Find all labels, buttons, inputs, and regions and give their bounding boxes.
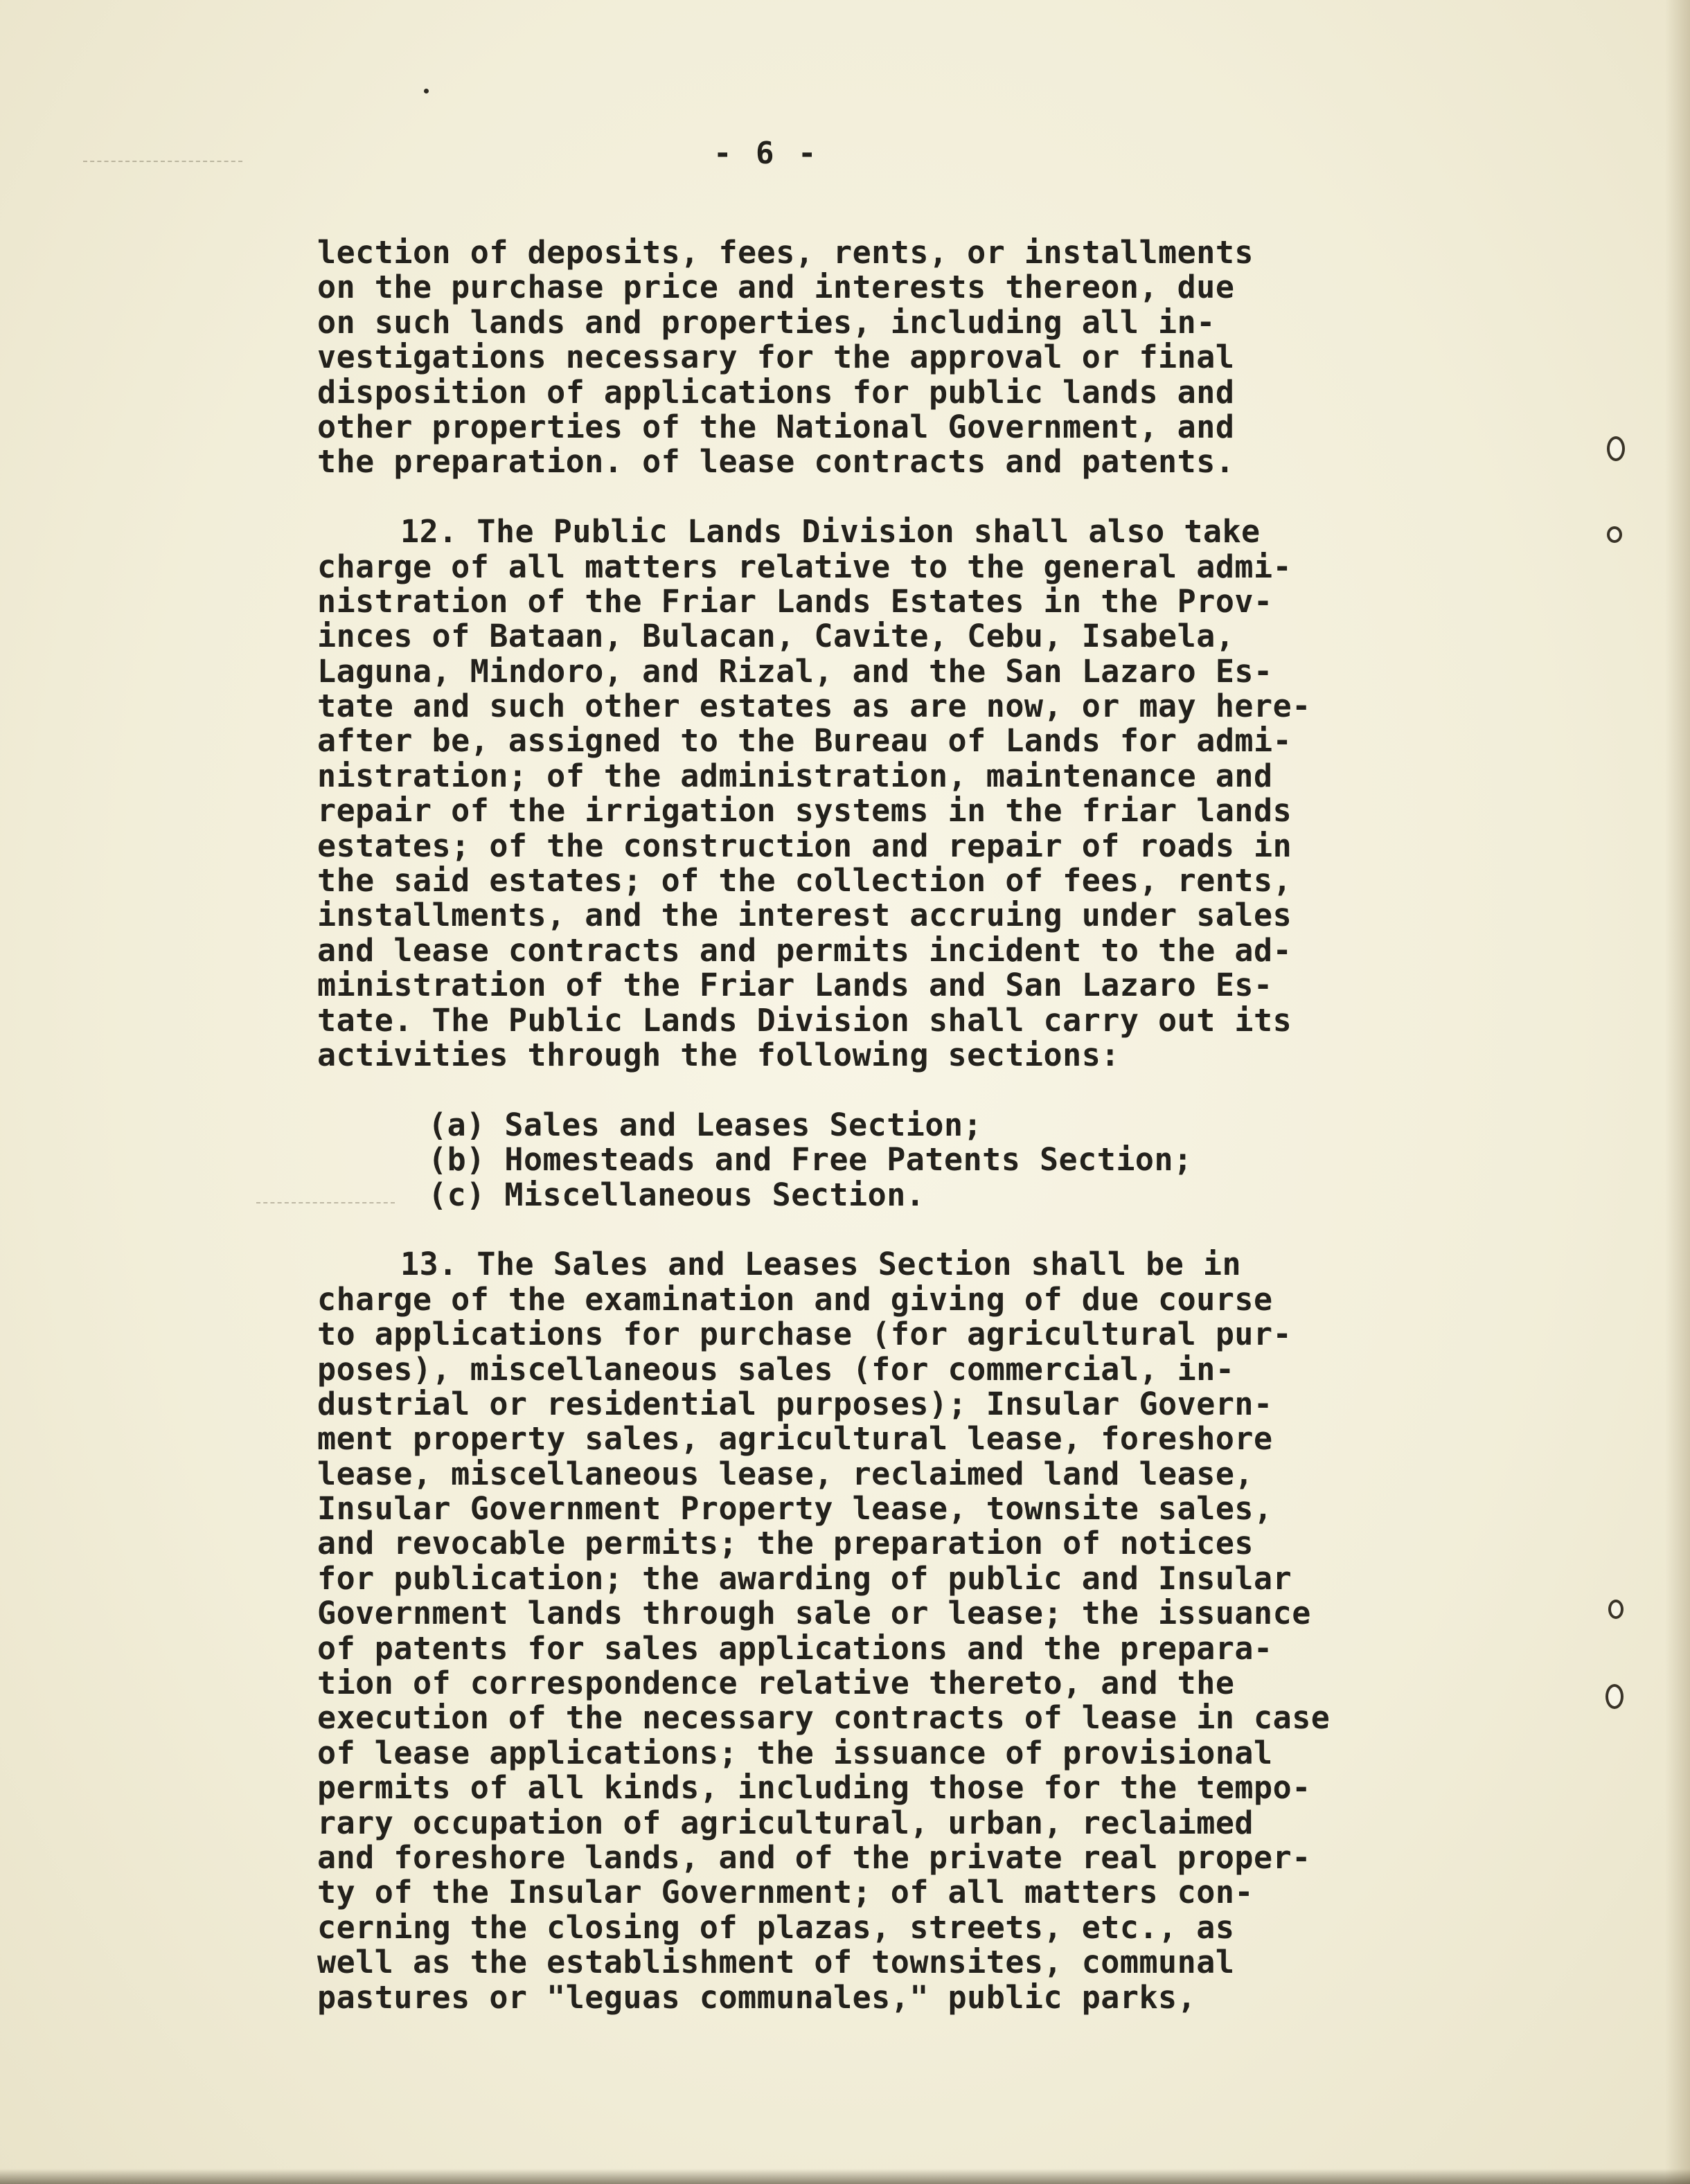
text-line: of patents for sales applications and the prepara-	[317, 1629, 1273, 1667]
text-line: tion of correspondence relative thereto, and the	[317, 1665, 1235, 1702]
document-body	[317, 235, 1495, 2015]
text-line: pastures or "leguas communales," public parks,	[317, 1978, 1197, 2016]
punch-hole	[1608, 1600, 1624, 1619]
text-line: rary occupation of agricultural, urban, reclaimed	[317, 1804, 1254, 1841]
text-line: other properties of the National Government, and	[317, 408, 1235, 445]
paragraph-12	[317, 514, 1495, 1073]
text-line: of lease applications; the issuance of provisional	[317, 1734, 1273, 1771]
text-line: on the purchase price and interests thereon, due	[317, 269, 1235, 306]
text-line: lection of deposits, fees, rents, or installments	[317, 234, 1254, 271]
text-line: 13. The Sales and Leases Section shall be in	[400, 1246, 1242, 1283]
text-line: ministration of the Friar Lands and San Lazaro Es-	[317, 967, 1273, 1004]
list-item: (a) Sales and Leases Section;	[428, 1106, 983, 1143]
text-line: estates; of the construction and repair of roads in	[317, 827, 1292, 864]
list-item: (c) Miscellaneous Section.	[428, 1176, 925, 1213]
text-line: poses), miscellaneous sales (for commercial, in-	[317, 1350, 1235, 1388]
paper-edge-shadow	[1665, 0, 1690, 2184]
paper-bottom-edge	[0, 2169, 1690, 2184]
text-line: nistration; of the administration, maintenance and	[317, 757, 1273, 794]
text-line: charge of all matters relative to the general admi-	[317, 548, 1292, 585]
text-line: lease, miscellaneous lease, reclaimed land lease,	[317, 1455, 1254, 1492]
paragraph-gap	[317, 480, 1495, 514]
text-line: inces of Bataan, Bulacan, Cavite, Cebu, Isabela,	[317, 618, 1235, 655]
text-line: for publication; the awarding of public and Insular	[317, 1559, 1292, 1597]
text-line: on such lands and properties, including all in-	[317, 303, 1216, 341]
punch-hole	[1607, 526, 1622, 543]
text-line: charge of the examination and giving of due course	[317, 1280, 1273, 1318]
text-line: 12. The Public Lands Division shall also take	[400, 513, 1261, 551]
text-line: activities through the following sections:	[317, 1036, 1120, 1073]
paragraph-13	[317, 1247, 1495, 2015]
text-line: cerning the closing of plazas, streets, etc., as	[317, 1908, 1235, 1946]
paragraph-gap	[317, 1212, 1495, 1247]
text-line: well as the establishment of townsites, communal	[317, 1944, 1235, 1981]
text-line: disposition of applications for public lands and	[317, 373, 1235, 411]
page-number: - 6 -	[713, 136, 819, 171]
list-item: (b) Homesteads and Free Patents Section;	[428, 1141, 1193, 1179]
text-line: vestigations necessary for the approval or final	[317, 339, 1235, 376]
paragraph-gap	[317, 1073, 1495, 1107]
text-line: and foreshore lands, and of the private real proper-	[317, 1838, 1311, 1876]
text-line: tate. The Public Lands Division shall carry out its	[317, 1001, 1292, 1039]
text-line: and lease contracts and permits incident to the ad-	[317, 931, 1292, 969]
ink-speck	[424, 89, 429, 93]
text-line: ty of the Insular Government; of all matters con-	[317, 1874, 1254, 1911]
text-line: nistration of the Friar Lands Estates in the Prov-	[317, 582, 1273, 620]
text-line: to applications for purchase (for agricultural pur-	[317, 1316, 1292, 1353]
continued-paragraph	[317, 235, 1495, 480]
text-line: installments, and the interest accruing under sales	[317, 897, 1292, 934]
text-line: dustrial or residential purposes); Insular Govern-	[317, 1385, 1273, 1422]
text-line: tate and such other estates as are now, or may here-	[317, 688, 1311, 725]
punch-hole	[1607, 436, 1625, 461]
text-line: Insular Government Property lease, townsite sales,	[317, 1490, 1273, 1528]
text-line: execution of the necessary contracts of lease in case	[317, 1699, 1331, 1737]
text-line: and revocable permits; the preparation of notices	[317, 1525, 1254, 1562]
text-line: Government lands through sale or lease; the issuance	[317, 1595, 1311, 1632]
text-line: Laguna, Mindoro, and Rizal, and the San Lazaro Es-	[317, 652, 1273, 690]
fold-line	[83, 161, 242, 162]
text-line: repair of the irrigation systems in the friar lands	[317, 792, 1292, 830]
sections-list	[317, 1108, 1495, 1212]
text-line: permits of all kinds, including those for the tempo-	[317, 1769, 1311, 1807]
punch-hole	[1606, 1684, 1624, 1709]
text-line: ment property sales, agricultural lease, foreshore	[317, 1420, 1273, 1458]
text-line: the said estates; of the collection of fees, rents,	[317, 862, 1292, 899]
text-line: after be, assigned to the Bureau of Lands for admi-	[317, 722, 1292, 760]
text-line: the preparation. of lease contracts and patents.	[317, 443, 1235, 481]
